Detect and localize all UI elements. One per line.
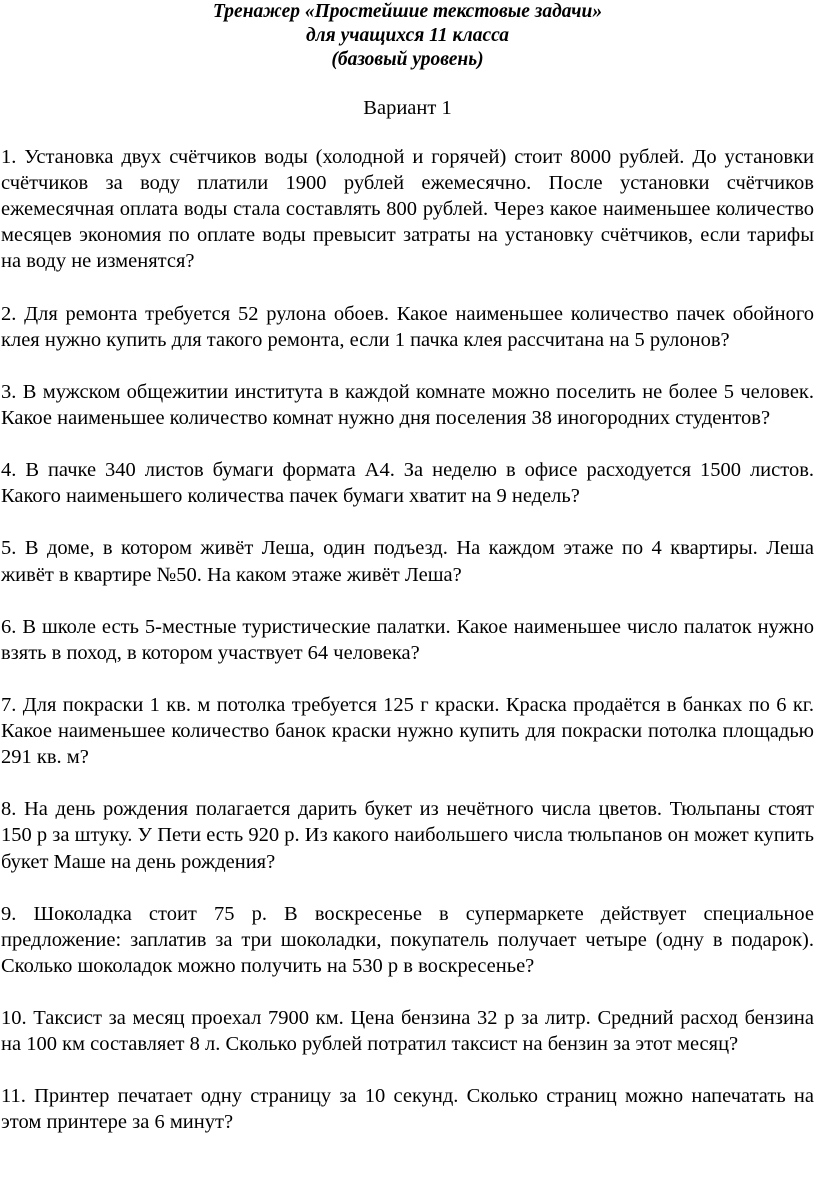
- task-item: 4. В пачке 340 листов бумаги формата А4. За неделю в офисе расходуется 1500 листов. Какого наименьшего количества пачек бумаги хватит на 9 недель?: [1, 459, 814, 508]
- task-item: 10. Таксист за месяц проехал 7900 км. Цена бензина 32 р за литр. Средний расход бензина на 100 км составляет 8 л. Сколько рублей потратил таксист на бензин за этот месяц?: [1, 1007, 814, 1056]
- task-item: 1. Установка двух счётчиков воды (холодной и горячей) стоит 8000 рублей. До установки счётчиков за воду платили 1900 рублей ежемесячно. После установки счётчиков ежемесячная оплата воды стала составлять 800 рублей. Через какое наименьшее количество месяцев экономия по оплате воды превысит затраты на установку счётчиков, если тарифы на воду не изменятся?: [1, 146, 814, 273]
- task-item: 9. Шоколадка стоит 75 р. В воскресенье в супермаркете действует специальное предложение: заплатив за три шоколадки, покупатель получает четыре (одну в подарок). Сколько шоколадок можно получить на 530 р в воскресенье?: [1, 902, 814, 977]
- document-grade: для учащихся 11 класса: [305, 25, 510, 46]
- document-header: [1, 0, 814, 72]
- task-item: 8. На день рождения полагается дарить букет из нечётного числа цветов. Тюльпаны стоят 150 р за штуку. У Пети есть 920 р. Из какого наибольшего числа тюльпанов он может купить букет Маше на день рождения?: [1, 798, 814, 873]
- task-item: 3. В мужском общежитии института в каждой комнате можно поселить не более 5 человек. Какое наименьшее количество комнат нужно дня поселения 38 иногородних студентов?: [1, 380, 814, 429]
- task-item: 7. Для покраски 1 кв. м потолка требуется 125 г краски. Краска продаётся в банках по 6 кг. Какое наименьшее количество банок краски нужно купить для покраски потолка площадью 291 кв. м?: [1, 693, 814, 769]
- task-item: 2. Для ремонта требуется 52 рулона обоев. Какое наименьшее количество пачек обойного клея нужно купить для такого ремонта, если 1 пачка клея рассчитана на 5 рулонов?: [1, 302, 814, 351]
- variant-label: Вариант 1: [363, 97, 452, 119]
- task-item: 11. Принтер печатает одну страницу за 10 секунд. Сколько страниц можно напечатать на этом принтере за 6 минут?: [1, 1085, 814, 1134]
- document-title: Тренажер «Простейшие текстовые задачи»: [212, 1, 603, 22]
- task-list: [1, 144, 814, 1136]
- task-item: 6. В школе есть 5-местные туристические палатки. Какое наименьшее число палаток нужно взять в поход, в котором участвует 64 человека?: [1, 615, 814, 664]
- document-level: (базовый уровень): [331, 49, 484, 70]
- task-item: 5. В доме, в котором живёт Леша, один подъезд. На каждом этаже по 4 квартиры. Леша живёт в квартире №50. На каком этаже живёт Леша?: [1, 537, 814, 586]
